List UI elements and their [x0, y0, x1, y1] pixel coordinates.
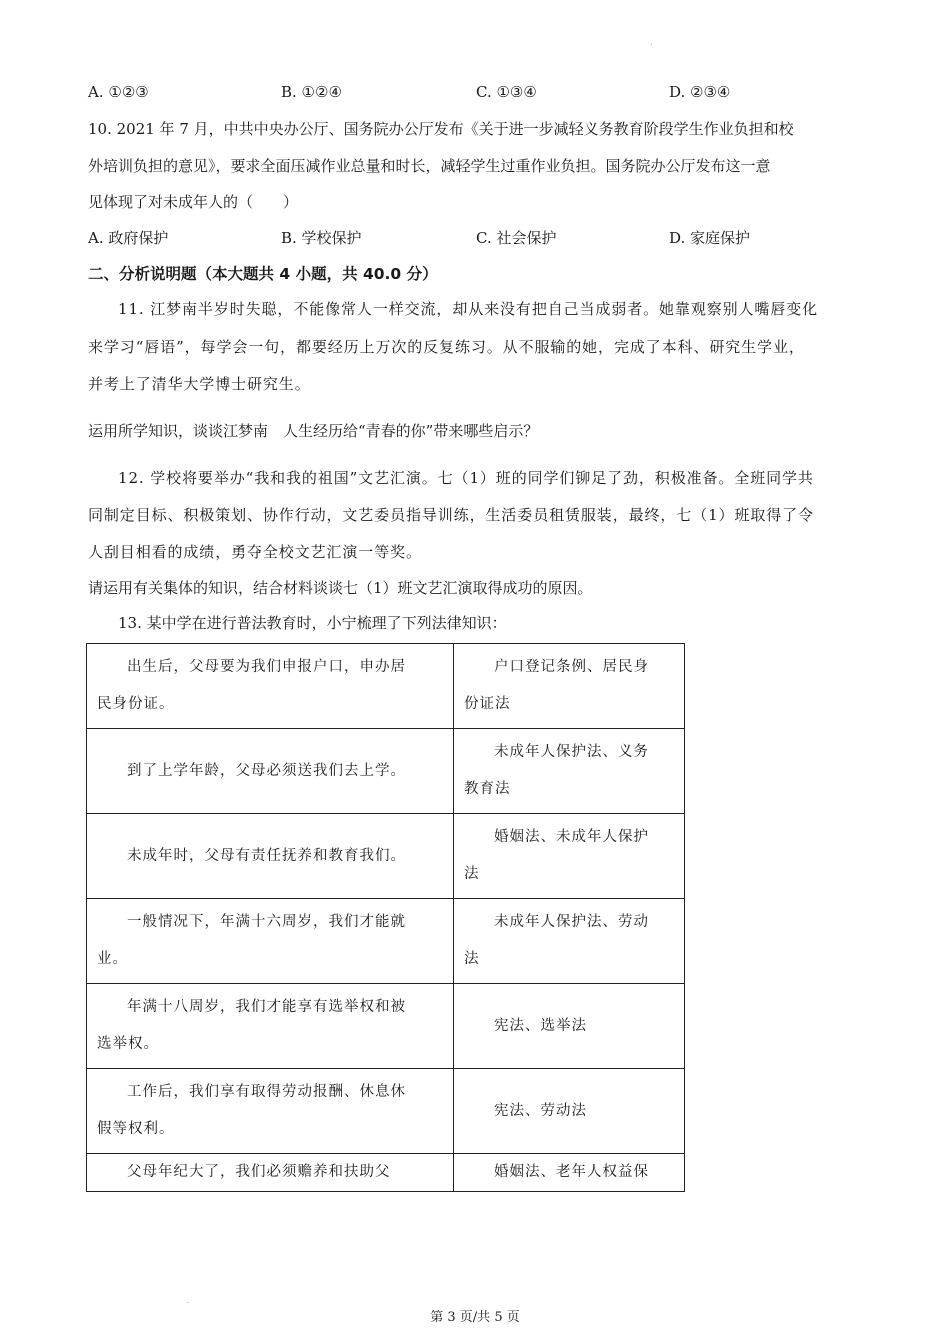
table-row	[87, 1154, 685, 1192]
q10-line-2: 外培训负担的意见》，要求全面压减作业总量和时长，减轻学生过重作业负担。国务院办公厅发布这一意	[88, 157, 771, 175]
law-cell: 婚姻法、老年人权益保	[454, 1154, 685, 1192]
fact-cell: 年满十八周岁，我们才能享有选举权和被 选举权。	[87, 984, 454, 1069]
q10-option-b: B. 学校保护	[281, 229, 362, 247]
q10-option-c: C. 社会保护	[476, 229, 557, 247]
q9-option-a: A. ①②③	[88, 83, 149, 101]
q12-line-2: 同制定目标、积极策划、协作行动，文艺委员指导训练，生活委员租赁服装，最终，七（1）班取得了令	[88, 506, 814, 524]
fact-cell: 父母年纪大了，我们必须赡养和扶助父	[87, 1154, 454, 1192]
fact-cell: 到了上学年龄，父母必须送我们去上学。	[87, 729, 454, 814]
fact-cell: 工作后，我们享有取得劳动报酬、休息休 假等权利。	[87, 1069, 454, 1154]
q13-intro: 13. 某中学在进行普法教育时，小宁梳理了下列法律知识：	[118, 614, 507, 632]
q10-option-d: D. 家庭保护	[669, 229, 751, 247]
law-cell: 户口登记条例、居民身 份证法	[454, 644, 685, 729]
law-cell: 宪法、劳动法	[454, 1069, 685, 1154]
q10-option-a: A. 政府保护	[88, 229, 169, 247]
law-cell: 未成年人保护法、义务 教育法	[454, 729, 685, 814]
q10-line-1: 10. 2021 年 7 月，中共中央办公厅、国务院办公厅发布《关于进一步减轻义务教育阶段学生作业负担和校	[88, 120, 794, 138]
q9-option-c: C. ①③④	[476, 83, 537, 101]
q10-line-3: 见体现了对未成年人的（ ）	[88, 193, 299, 211]
section-2-title: 二、分析说明题（本大题共 4 小题，共 40.0 分）	[88, 265, 438, 283]
table-row	[87, 984, 685, 1069]
law-cell: 未成年人保护法、劳动 法	[454, 899, 685, 984]
fact-cell: 出生后，父母要为我们申报户口，申办居 民身份证。	[87, 644, 454, 729]
q11-question: 运用所学知识，谈谈江梦南 人生经历给“青春的你”带来哪些启示？	[88, 422, 539, 440]
fact-cell: 未成年时，父母有责任抚养和教育我们。	[87, 814, 454, 899]
table-row	[87, 644, 685, 729]
decorative-dot: .	[186, 1296, 189, 1305]
q11-line-2: 来学习“唇语”，每学会一句，都要经历上万次的反复练习。从不服输的她，完成了本科、研究生学业，	[88, 338, 805, 356]
law-cell: 婚姻法、未成年人保护 法	[454, 814, 685, 899]
q12-line-3: 人刮目相看的成绩，勇夺全校文艺汇演一等奖。	[88, 543, 422, 561]
law-table	[86, 643, 685, 1192]
table-row	[87, 814, 685, 899]
q12-line-1: 12. 学校将要举办“我和我的祖国”文艺汇演。七（1）班的同学们铆足了劲，积极准备。全班同学共	[118, 469, 814, 487]
law-cell: 宪法、选举法	[454, 984, 685, 1069]
q9-option-b: B. ①②④	[281, 83, 342, 101]
table-row	[87, 899, 685, 984]
decorative-dot: .	[650, 38, 653, 47]
q11-line-1: 11. 江梦南半岁时失聪，不能像常人一样交流，却从来没有把自己当成弱者。她靠观察别人嘴唇变化	[118, 300, 819, 318]
page-footer: 第 3 页/共 5 页	[430, 1310, 520, 1325]
table-row	[87, 729, 685, 814]
q11-line-3: 并考上了清华大学博士研究生。	[88, 375, 311, 393]
table-row	[87, 1069, 685, 1154]
fact-cell: 一般情况下，年满十六周岁，我们才能就 业。	[87, 899, 454, 984]
q12-question: 请运用有关集体的知识，结合材料谈谈七（1）班文艺汇演取得成功的原因。	[88, 579, 593, 597]
q9-option-d: D. ②③④	[669, 83, 731, 101]
